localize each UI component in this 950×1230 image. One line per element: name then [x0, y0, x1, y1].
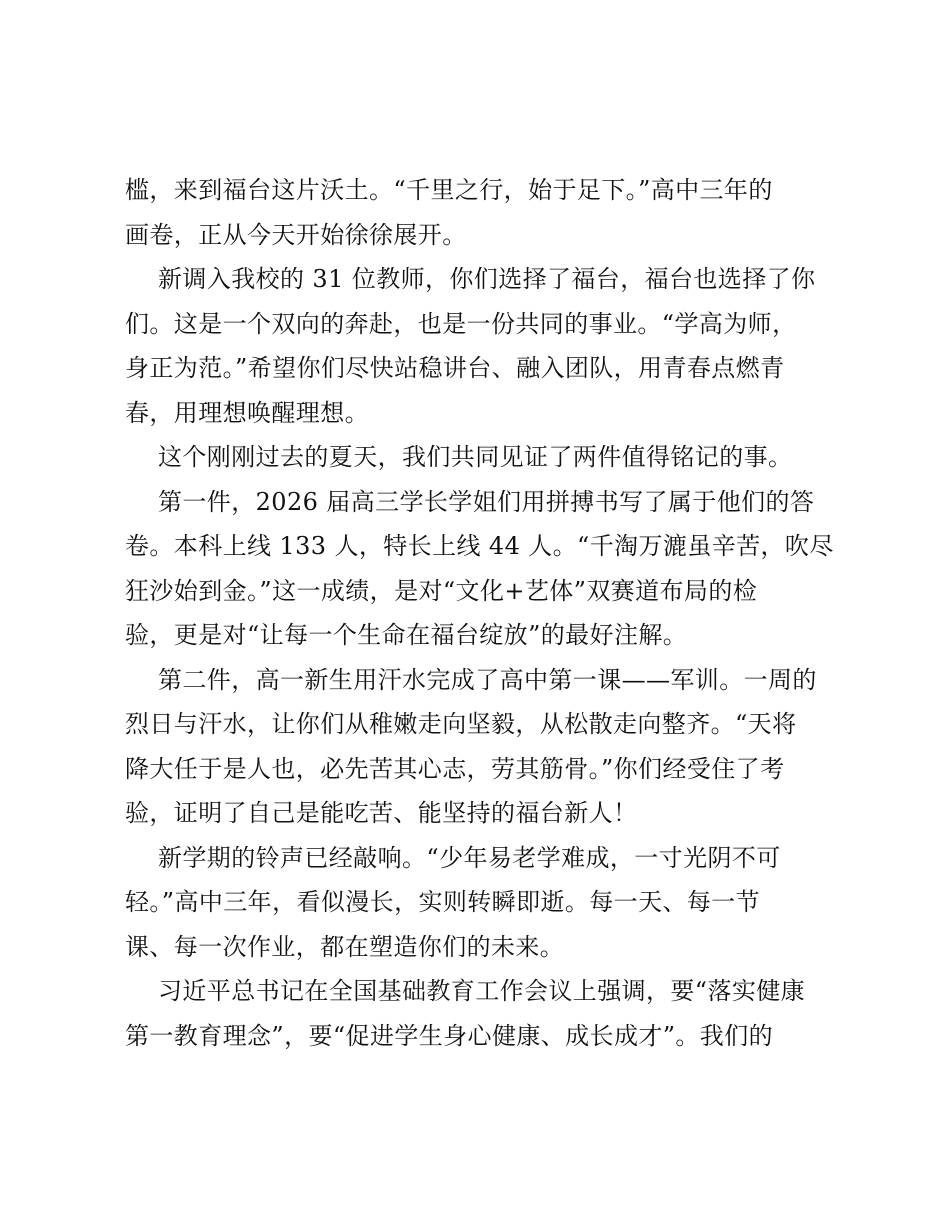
text-line: 春，用理想唤醒理想。: [125, 398, 369, 427]
text-line: 降大任于是人也，必先苦其心志，劳其筋骨。”你们经受住了考: [125, 754, 785, 783]
text-line: 新学期的铃声已经敲响。“少年易老学难成，一寸光阴不可: [158, 843, 781, 872]
text-line: 轻。”高中三年，看似漫长，实则转瞬即逝。每一天、每一节: [125, 888, 761, 916]
text-line: 们。这是一个双向的奔赴，也是一份共同的事业。“学高为师，: [125, 309, 797, 338]
text-line: 狂沙始到金。”这一成绩，是对“文化+艺体”双赛道布局的检: [125, 576, 758, 605]
paragraph-summer: [125, 435, 830, 480]
text-line: 画卷，正从今天开始徐徐展开。: [125, 220, 467, 249]
text-line: 烈日与汗水，让你们从稚嫩走向坚毅，从松散走向整齐。“天将: [125, 710, 797, 738]
text-line: 习近平总书记在全国基础教育工作会议上强调，要“落实健康: [158, 977, 806, 1005]
text-line: 第一教育理念”，要“促进学生身心健康、成长成才”。我们的: [125, 1021, 774, 1050]
text-line: 课、每一次作业，都在塑造你们的未来。: [125, 932, 565, 961]
text-line: 验，证明了自己是能吃苦、能坚持的福台新人！: [125, 799, 638, 827]
text-line: 第一件，2026 届高三学长学姐们用拼搏书写了属于他们的答: [158, 487, 815, 516]
paragraph-continuation: [125, 168, 830, 257]
text-line: 新调入我校的 31 位教师，你们选择了福台，福台也选择了你: [158, 265, 816, 293]
paragraph-new-teachers: [125, 257, 830, 435]
paragraph-first-event: [125, 480, 834, 658]
paragraph-health-education: [125, 969, 830, 1058]
text-line: 这个刚刚过去的夏天，我们共同见证了两件值得铭记的事。: [158, 443, 793, 471]
text-line: 卷。本科上线 133 人，特长上线 44 人。“千淘万漉虽辛苦，吹尽: [125, 532, 834, 560]
text-line: 验，更是对“让每一个生命在福台绽放”的最好注解。: [125, 621, 688, 649]
text-line: 身正为范。”希望你们尽快站稳讲台、融入团队，用青春点燃青: [125, 354, 785, 382]
document-body: [125, 168, 834, 1058]
text-line: 第二件，高一新生用汗水完成了高中第一课——军训。一周的: [158, 665, 817, 694]
paragraph-new-semester: [125, 836, 830, 970]
paragraph-second-event: [125, 658, 830, 836]
text-line: 槛，来到福台这片沃土。“千里之行，始于足下。”高中三年的: [125, 176, 773, 204]
